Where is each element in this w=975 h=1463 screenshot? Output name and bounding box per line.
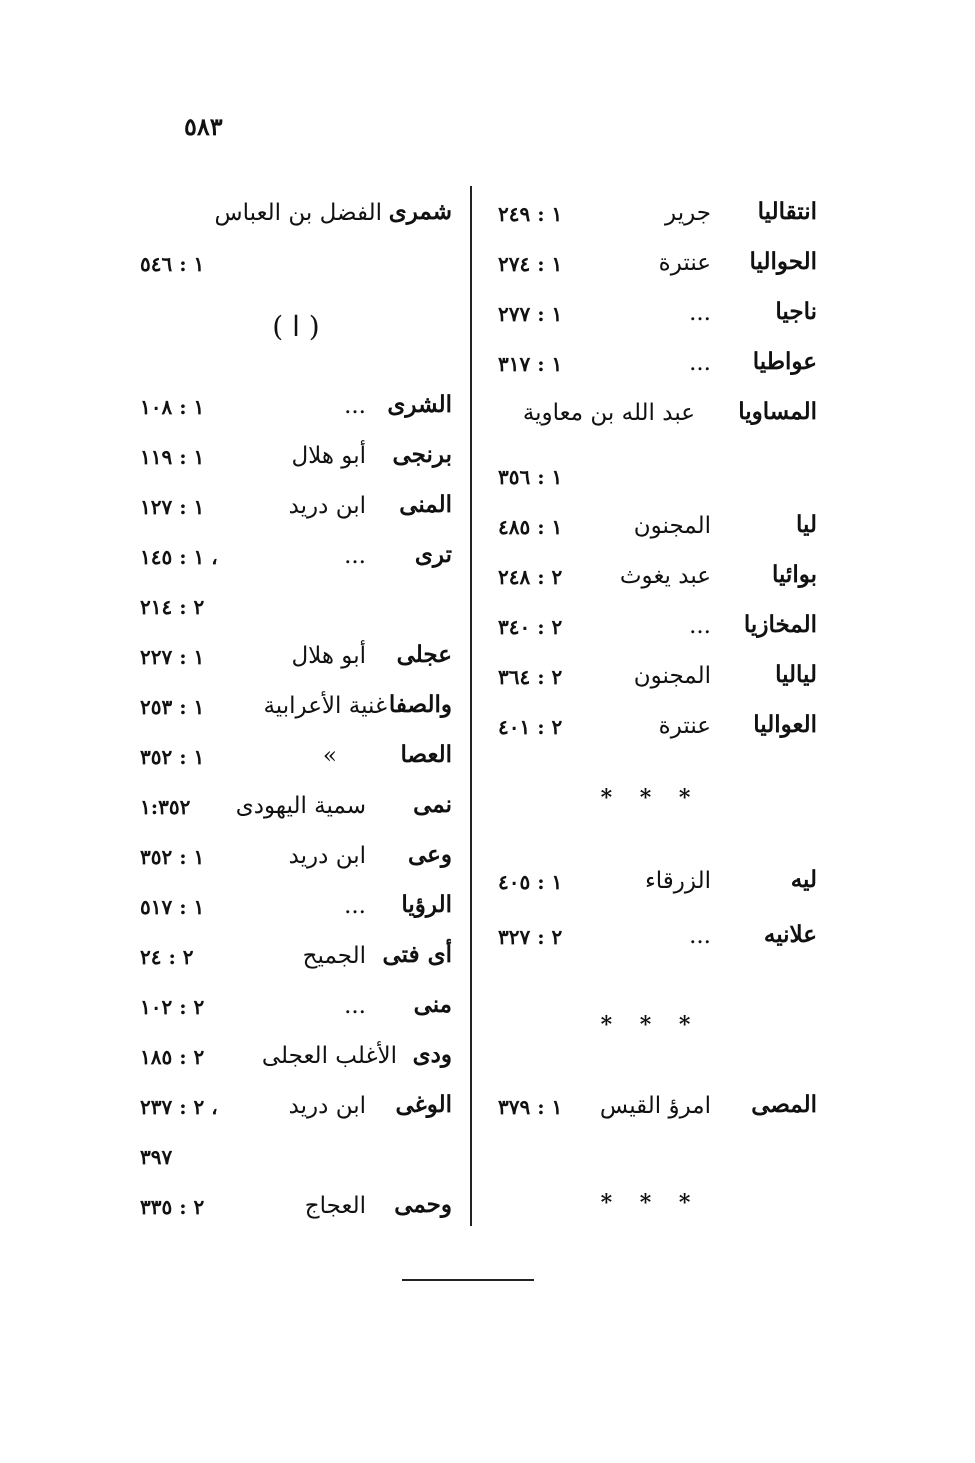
- list-item: [478, 1085, 823, 1129]
- list-item: [478, 605, 823, 649]
- reference: ١ : ٢٧٤: [498, 252, 563, 276]
- list-item: [478, 242, 823, 286]
- reference: ١ : ٣١٧: [498, 352, 563, 376]
- reference: ١ : ١٤٥ ،: [140, 545, 218, 569]
- reference: ١ : ٢٥٣: [140, 695, 205, 719]
- rhyme-word: عواطيا: [752, 348, 817, 375]
- rhyme-word: المصى: [751, 1091, 817, 1118]
- list-item: [130, 935, 462, 979]
- rhyme-word: نمى: [413, 791, 452, 818]
- list-item: [130, 1135, 462, 1179]
- poet-name: ...: [344, 993, 366, 1019]
- list-item: [130, 1035, 462, 1079]
- reference: ١ : ٣٥٢: [140, 745, 205, 769]
- reference: ١ : ٢٧٧: [498, 302, 563, 326]
- list-item: [130, 885, 462, 929]
- poet-name: ...: [689, 350, 711, 376]
- list-item: [130, 1085, 462, 1129]
- rhyme-word: ليه: [790, 866, 817, 893]
- reference: ٢ : ٢٤٨: [498, 565, 563, 589]
- list-item: [130, 585, 462, 629]
- rhyme-word: برنجى: [392, 441, 452, 468]
- reference: ١ : ٣٧٩: [498, 1095, 563, 1119]
- poet-name: امرؤ القيس: [599, 1093, 711, 1119]
- reference: ٢ : ١٠٢: [140, 995, 205, 1019]
- poet-name: العجاج: [304, 1193, 366, 1219]
- reference: ٢ : ٣٦٤: [498, 665, 563, 689]
- rhyme-word: منى: [413, 991, 452, 1018]
- poet-name: جرير: [665, 200, 711, 226]
- rhyme-word: العصا: [400, 741, 452, 768]
- right-column: [478, 180, 823, 1230]
- list-item: [130, 535, 462, 579]
- reference: ١ : ٢٢٧: [140, 645, 205, 669]
- poet-name: عنترة: [658, 250, 711, 276]
- reference: ٢ : ٢٣٧ ،: [140, 1095, 218, 1119]
- poet-name: ...: [344, 893, 366, 919]
- list-item: [130, 485, 462, 529]
- reference: ١:٣٥٢: [140, 795, 191, 819]
- poet-name: أبو هلال: [291, 643, 366, 669]
- list-item: [478, 342, 823, 386]
- list-item: [130, 635, 462, 679]
- reference: ١ : ٢٤٩: [498, 202, 563, 226]
- reference: ١ : ١٢٧: [140, 495, 205, 519]
- poet-name: الزرقاء: [644, 868, 711, 894]
- reference: ٢ : ٢٤: [140, 945, 194, 969]
- list-item: [478, 505, 823, 549]
- poet-name: عبد الله بن معاوية: [522, 400, 695, 426]
- reference: ١ : ٤٠٥: [498, 870, 563, 894]
- poet-name: المجنون: [633, 663, 711, 689]
- list-item: [478, 292, 823, 336]
- list-item: [130, 385, 462, 429]
- section-heading: ( ا ): [272, 310, 320, 343]
- poet-name: ...: [344, 393, 366, 419]
- section-separator: * * *: [600, 785, 701, 811]
- reference: ٢ : ٣٣٥: [140, 1195, 205, 1219]
- reference: ١ : ١٠٨: [140, 395, 205, 419]
- list-item: [130, 192, 462, 236]
- poet-name: المجنون: [633, 513, 711, 539]
- rhyme-word: ترى: [414, 541, 452, 568]
- poet-name: عبد يغوث: [619, 563, 711, 589]
- rhyme-word: علانيه: [763, 921, 817, 948]
- list-item: [478, 915, 823, 959]
- list-item: [130, 435, 462, 479]
- list-item: [130, 1185, 462, 1229]
- column-divider: [470, 186, 472, 1226]
- list-item: [130, 242, 462, 286]
- list-item: [478, 392, 823, 436]
- page-number: ٥٨٣: [184, 112, 223, 141]
- rhyme-word: الشرى: [387, 391, 452, 418]
- poet-name: غنية الأعرابية: [263, 693, 387, 719]
- rhyme-word: المنى: [399, 491, 452, 518]
- list-item: [478, 455, 823, 499]
- poet-name: الجميح: [302, 943, 366, 969]
- reference: ٢ : ٣٤٠: [498, 615, 563, 639]
- reference: ٢ : ٤٠١: [498, 715, 563, 739]
- rhyme-word: الرؤيا: [401, 891, 452, 918]
- rhyme-word: والصفا: [388, 691, 452, 718]
- poet-name: ...: [689, 613, 711, 639]
- rhyme-word: انتقاليا: [757, 198, 817, 225]
- reference: ١ : ٣٥٢: [140, 845, 205, 869]
- rhyme-word: وحمى: [394, 1191, 452, 1218]
- reference: ٢ : ٣٢٧: [498, 925, 563, 949]
- list-item: [130, 785, 462, 829]
- poet-name: ...: [344, 543, 366, 569]
- list-item: [478, 555, 823, 599]
- list-item: [130, 685, 462, 729]
- rhyme-word: المساويا: [738, 398, 817, 425]
- poet-name: ...: [689, 300, 711, 326]
- rhyme-word: أى فتى: [382, 941, 452, 968]
- reference: ٢ : ٢١٤: [140, 595, 205, 619]
- rhyme-word: شمرى: [388, 198, 452, 225]
- poet-name: سمية اليهودى: [235, 793, 366, 819]
- footer-rule: [402, 1279, 534, 1281]
- list-item: [478, 655, 823, 699]
- reference: ١ : ٥٤٦: [140, 252, 205, 276]
- rhyme-word: العواليا: [753, 711, 817, 738]
- rhyme-word: الحواليا: [749, 248, 817, 275]
- reference: ٣٩٧: [140, 1145, 173, 1169]
- rhyme-word: بوائيا: [771, 561, 817, 588]
- reference: ١ : ٥١٧: [140, 895, 205, 919]
- rhyme-word: لياليا: [775, 661, 817, 688]
- poet-name: »: [322, 743, 337, 769]
- rhyme-word: ودى: [412, 1041, 452, 1068]
- rhyme-word: الوغى: [395, 1091, 452, 1118]
- rhyme-word: المخازيا: [743, 611, 817, 638]
- poet-name: ابن دريد: [288, 1093, 366, 1119]
- section-separator: * * *: [600, 1190, 701, 1216]
- poet-name: ابن دريد: [288, 493, 366, 519]
- list-item: [478, 192, 823, 236]
- rhyme-word: ناجيا: [775, 298, 817, 325]
- poet-name: عنترة: [658, 713, 711, 739]
- reference: ١ : ٣٥٦: [498, 465, 563, 489]
- list-item: [130, 735, 462, 779]
- rhyme-word: وعى: [407, 841, 452, 868]
- list-item: [478, 860, 823, 904]
- rhyme-word: ليا: [796, 511, 817, 538]
- poet-name: ...: [689, 923, 711, 949]
- reference: ١ : ١١٩: [140, 445, 205, 469]
- rhyme-word: عجلى: [396, 641, 452, 668]
- poet-name: أبو هلال: [291, 443, 366, 469]
- poet-name: الفضل بن العباس: [214, 200, 382, 226]
- list-item: [130, 835, 462, 879]
- poet-name: ابن دريد: [288, 843, 366, 869]
- section-separator: * * *: [600, 1012, 701, 1038]
- reference: ٢ : ١٨٥: [140, 1045, 205, 1069]
- list-item: [130, 985, 462, 1029]
- poet-name: الأغلب العجلى: [261, 1043, 397, 1069]
- reference: ١ : ٤٨٥: [498, 515, 563, 539]
- left-column: [130, 180, 462, 1230]
- list-item: [478, 705, 823, 749]
